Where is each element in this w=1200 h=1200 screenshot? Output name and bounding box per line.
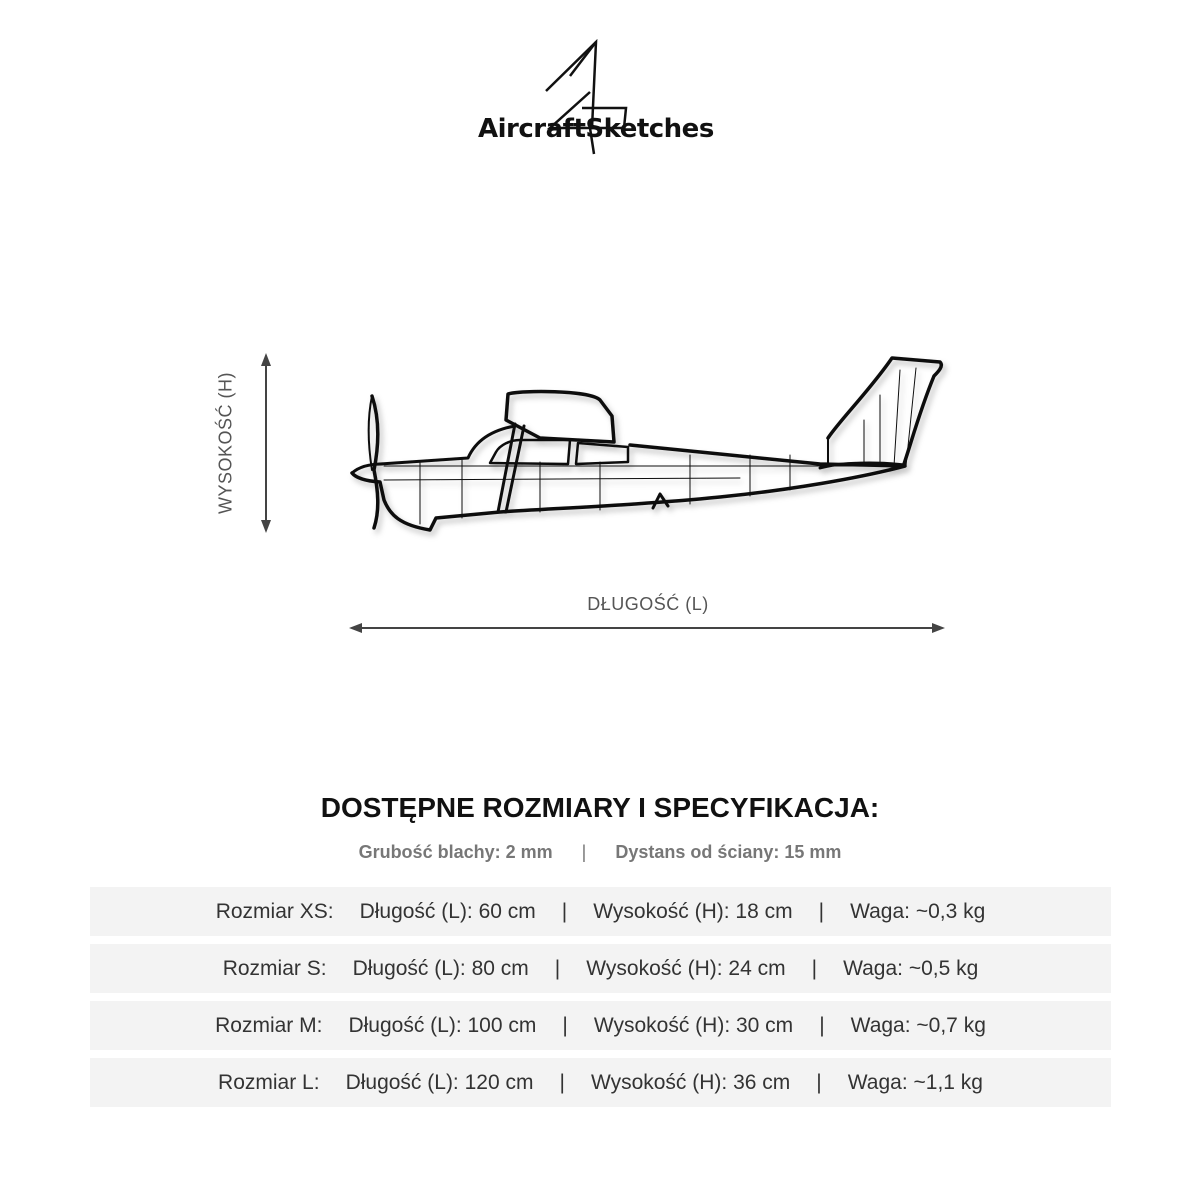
size-row-xs: [90, 887, 1111, 936]
size-length: Długość (L): 80 cm: [352, 956, 529, 980]
size-height: Wysokość (H): 36 cm: [590, 1070, 791, 1094]
separator: |: [559, 1070, 565, 1094]
sheet-thickness: Grubość blachy: 2 mm: [358, 842, 553, 862]
separator: |: [816, 1070, 822, 1094]
spec-title: DOSTĘPNE ROZMIARY I SPECYFIKACJA:: [320, 792, 880, 823]
height-arrow: [261, 353, 271, 533]
size-name: Rozmiar L:: [218, 1070, 320, 1094]
height-label: WYSOKOŚĆ (H): [215, 371, 236, 515]
separator: |: [811, 956, 818, 980]
size-name: Rozmiar XS:: [215, 899, 334, 923]
logo-text: AircraftSketches: [478, 114, 714, 144]
size-height: Wysokość (H): 30 cm: [593, 1013, 794, 1037]
size-row-m: [90, 1001, 1111, 1050]
length-arrow: [349, 623, 945, 633]
wall-distance: Dystans od ściany: 15 mm: [615, 842, 842, 862]
size-row-s: [90, 944, 1111, 993]
separator: |: [819, 1013, 825, 1037]
airplane-silhouette: [352, 358, 941, 530]
separator: |: [818, 899, 825, 923]
size-height: Wysokość (H): 24 cm: [586, 956, 786, 980]
separator: |: [562, 1013, 568, 1037]
size-row-l: [90, 1058, 1111, 1107]
size-weight: Waga: ~0,3 kg: [850, 899, 986, 923]
size-length: Długość (L): 100 cm: [348, 1013, 537, 1037]
size-name: Rozmiar S:: [222, 956, 327, 980]
size-height: Wysokość (H): 18 cm: [593, 899, 793, 923]
size-table: [90, 887, 1111, 1115]
spec-subtitle: [0, 842, 1200, 863]
size-length: Długość (L): 120 cm: [345, 1070, 534, 1094]
separator: |: [581, 842, 587, 862]
size-weight: Waga: ~0,5 kg: [843, 956, 979, 980]
separator: |: [561, 899, 568, 923]
size-weight: Waga: ~0,7 kg: [850, 1013, 986, 1037]
size-length: Długość (L): 60 cm: [359, 899, 536, 923]
size-weight: Waga: ~1,1 kg: [847, 1070, 983, 1094]
length-label: DŁUGOŚĆ (L): [587, 594, 709, 614]
size-name: Rozmiar M:: [215, 1013, 323, 1037]
separator: |: [554, 956, 561, 980]
